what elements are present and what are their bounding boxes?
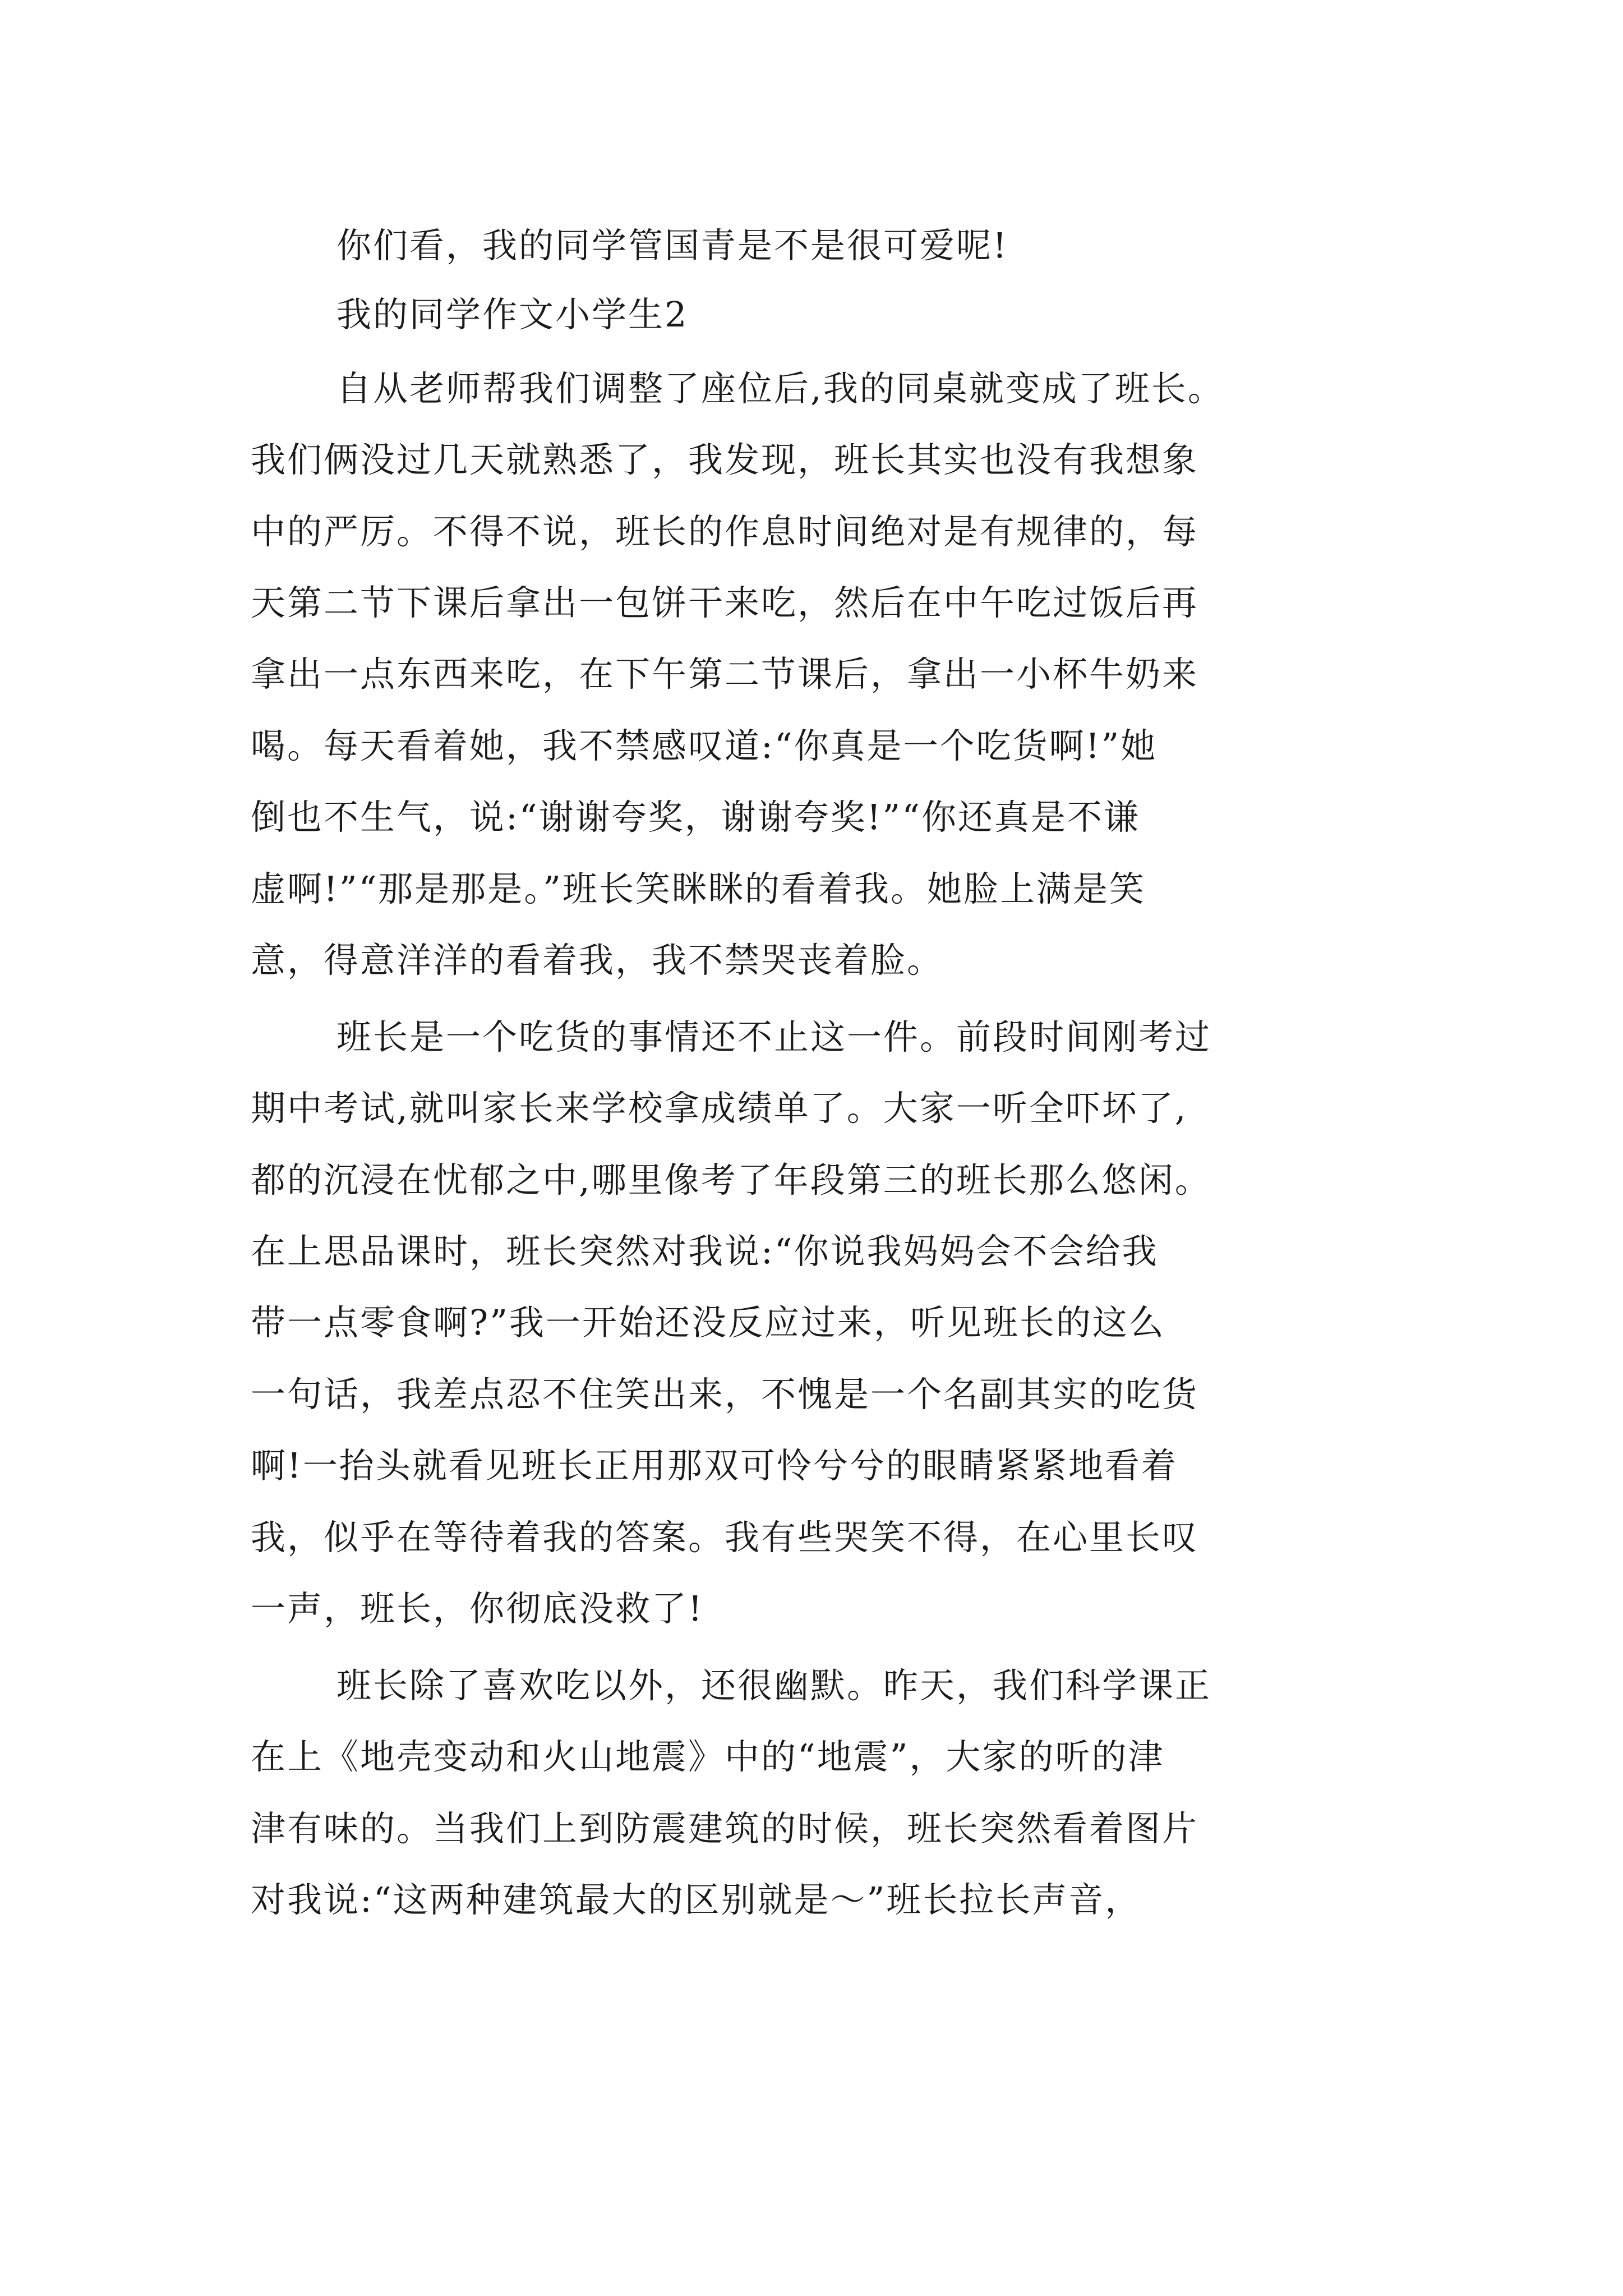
paragraph-line: 津有味的。当我们上到防震建筑的时候，班长突然看着图片 [251,1808,1199,1849]
paragraph-line: 对我说:“这两种建筑最大的区别就是～”班长拉长声音， [251,1879,1142,1920]
paragraph-line: 中的严厉。不得不说，班长的作息时间绝对是有规律的，每 [251,511,1199,552]
paragraph-line: 在上思品课时，班长突然对我说:“你说我妈妈会不会给我 [251,1231,1159,1272]
paragraph-line: 天第二节下课后拿出一包饼干来吃，然后在中午吃过饭后再 [251,582,1199,623]
paragraph-line: 啊!一抬头就看见班长正用那双可怜兮兮的眼睛紧紧地看着 [251,1445,1178,1486]
paragraph-line: 意，得意洋洋的看着我，我不禁哭丧着脸。 [251,940,944,981]
paragraph-line: 班长是一个吃货的事情还不止这一件。前段时间刚考过 [336,1016,1212,1057]
paragraph-line: 期中考试,就叫家长来学校拿成绩单了。大家一听全吓坏了, [251,1088,1188,1129]
paragraph-line: 你们看，我的同学管国青是不是很可爱呢! [336,225,1008,266]
paragraph-line: 虚啊!”“那是那是。”班长笑眯眯的看着我。她脸上满是笑 [251,868,1146,909]
paragraph-line: 我们俩没过几天就熟悉了，我发现，班长其实也没有我想象 [251,439,1199,480]
paragraph-line: 倒也不生气，说:“谢谢夸奖，谢谢夸奖!”“你还真是不谦 [251,797,1140,838]
paragraph-line: 一句话，我差点忍不住笑出来，不愧是一个名副其实的吃货 [251,1374,1199,1415]
paragraph-line: 拿出一点东西来吃，在下午第二节课后，拿出一小杯牛奶来 [251,654,1199,694]
paragraph-line: 喝。每天看着她，我不禁感叹道:“你真是一个吃货啊!”她 [251,725,1158,766]
paragraph-line: 一声，班长，你彻底没救了! [251,1588,704,1629]
paragraph-line: 带一点零食啊?”我一开始还没反应过来，听见班长的这么 [251,1302,1165,1343]
paragraph-line: 在上《地壳变动和火山地震》中的“地震”，大家的听的津 [251,1736,1165,1777]
paragraph-line: 自从老师帮我们调整了座位后,我的同桌就变成了班长。 [336,368,1224,409]
paragraph-line: 班长除了喜欢吃以外，还很幽默。昨天，我们科学课正 [336,1665,1212,1706]
paragraph-line: 我，似乎在等待着我的答案。我有些哭笑不得，在心里长叹 [251,1517,1199,1558]
paragraph-line: 都的沉浸在忧郁之中,哪里像考了年段第三的班长那么悠闲。 [251,1159,1211,1200]
section-heading: 我的同学作文小学生2 [336,294,689,335]
